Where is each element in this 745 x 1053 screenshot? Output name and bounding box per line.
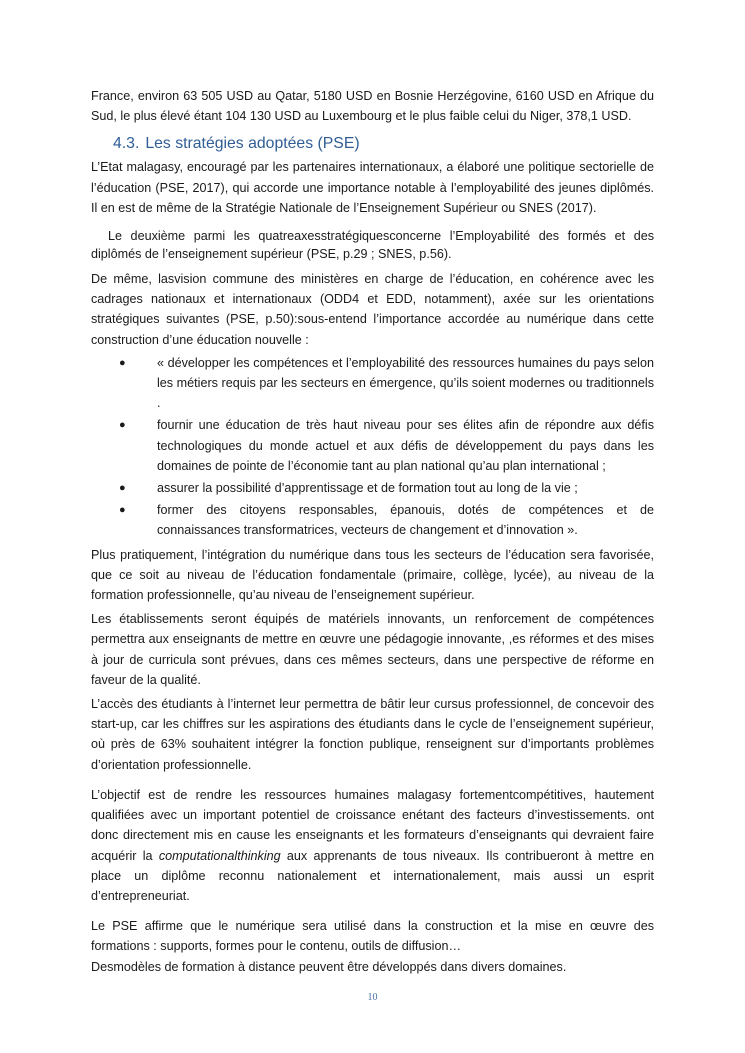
- section-title: Les stratégies adoptées (PSE): [145, 135, 360, 153]
- paragraph-pse-policy: L’Etat malagasy, encouragé par les partenaires internationaux, a élaboré une politique sectorielle de l’éducation (PSE, 2017), qui accorde une importance notable à l’employabilité des jeunes diplômés. Il en est de même de la Stratégie Nationale de l’Enseignement Supérieur ou SNES (2017).: [91, 160, 654, 215]
- list-item-text: assurer la possibilité d’apprentissage et de formation tout au long de la vie ;: [157, 481, 578, 496]
- objective-text-start: L’objectif est de rendre les ressources humaines malagasy fortementcompétitives, hautement qualifiées avec un important potentiel de croissance enétant des facteurs d’investissements. ont donc directement mis en cause les enseignants et les formateurs d’enseignants qui devraient faire acquérir la: [91, 787, 654, 863]
- list-item-text: « développer les compétences et l’employabilité des ressources humaines du pays selon les métiers requis par les secteurs en émergence, qu’ils soient modernes ou traditionnels .: [157, 355, 654, 411]
- paragraph-common-vision: De même, lasvision commune des ministères en charge de l’éducation, en cohérence avec les cadrages nationaux et internationaux (ODD4 et EDD, notamment), axée sur les orientations stratégiques suivantes (PSE, p.50):sous-entend l’importance accordée au numérique dans cette construction d’une éducation nouvelle :: [91, 272, 654, 347]
- intro-paragraph: France, environ 63 505 USD au Qatar, 5180 USD en Bosnie Herzégovine, 6160 USD en Afrique du Sud, le plus élevé étant 104 130 USD au Luxembourg et le plus faible celui du Niger, 378,1 USD.: [91, 89, 654, 124]
- orientation-list: [91, 353, 654, 541]
- paragraph-strategic-axes: Le deuxième parmi les quatreaxesstratégiquesconcerne l’Employabilité des formés et des diplômés de l’enseignement supérieur (PSE, p.29 ; SNES, p.56).: [91, 229, 654, 261]
- bullet-icon: ●: [119, 419, 126, 432]
- list-item-text: fournir une éducation de très haut niveau pour ses élites afin de répondre aux défis technologiques du monde actuel et aux défis de développement du pays dans les domaines de pointe de l’économie tant au plan national qu’au plan international ;: [157, 418, 654, 473]
- paragraph-distance-learning: Desmodèles de formation à distance peuvent être développés dans divers domaines.: [91, 959, 567, 974]
- paragraph-pse-digital: Le PSE affirme que le numérique sera utilisé dans la construction et la mise en œuvre des formations : supports, formes pour le contenu, outils de diffusion…: [91, 919, 654, 954]
- paragraph-equipment: Les établissements seront équipés de matériels innovants, un renforcement de compétences permettra aux enseignants de mettre en œuvre une pédagogie innovante, ,es réformes et des mises à jour de curricula sont prévues, dans ces mêmes secteurs, dans une perspective de réforme en faveur de la qualité.: [91, 612, 654, 687]
- list-item: [91, 478, 654, 498]
- bullet-icon: ●: [119, 504, 126, 517]
- list-item: [91, 353, 654, 414]
- list-item: [91, 500, 654, 540]
- paragraph-digital-integration: Plus pratiquement, l’intégration du numérique dans tous les secteurs de l’éducation sera favorisée, que ce soit au niveau de l’éducation fondamentale (primaire, collège, lycée), au niveau de la formation professionnelle, qu’au niveau de l’enseignement supérieur.: [91, 547, 654, 603]
- bullet-icon: ●: [119, 482, 126, 495]
- objective-text-end: aux apprenants de tous niveaux. Ils contribueront à mettre en place un diplôme reconnu nationalement et internationalement, mais aussi un esprit d’entrepreneuriat.: [91, 848, 654, 903]
- section-heading: [91, 133, 654, 155]
- list-item: [91, 415, 654, 476]
- document-page: [91, 86, 654, 977]
- objective-text-italic: computationalthinking: [158, 848, 281, 863]
- page-number: 10: [367, 992, 378, 1003]
- paragraph-internet-access: L’accès des étudiants à l’internet leur permettra de bâtir leur cursus professionnel, de concevoir des start-up, car les chiffres sur les aspirations des étudiants dans le cycle de l’enseignement supérieur, où près de 63% souhaitent intégrer la fonction publique, renseignent sur d’importants problèmes d’orientation professionnelle.: [91, 697, 654, 772]
- section-number: 4.3.: [113, 135, 140, 153]
- paragraph-objective: [91, 785, 654, 906]
- list-item-text: former des citoyens responsables, épanouis, dotés de compétences et de connaissances transformatrices, vecteurs de changement et d’innovation ».: [157, 503, 654, 538]
- bullet-icon: ●: [119, 356, 126, 369]
